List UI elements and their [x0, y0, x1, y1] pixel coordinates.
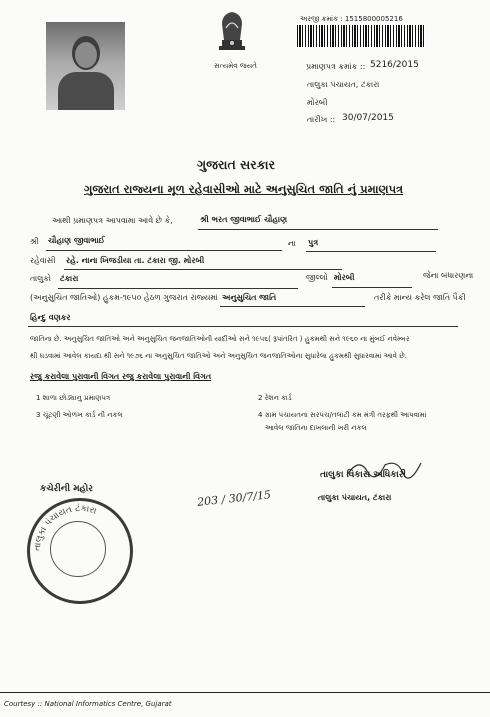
intro-text: આથી પ્રમાણપત્ર આપવામા આવે છે કે,: [52, 216, 173, 225]
shri-label: શ્રી: [30, 237, 39, 246]
holder-name: શ્રી ભરત જીવાભાઈ ચૌહાણ: [200, 215, 288, 224]
proof-item-1: 1 શાળા છોડ્યાનુ પ્રમાણપત્ર: [36, 394, 111, 402]
resident-label: રહેવાસી: [30, 256, 56, 265]
proof-item-3: 3 ચૂંટણી ઓળખ કાર્ડ ની નકલ: [36, 411, 123, 419]
stamp-ring-text: [27, 498, 133, 604]
issue-date: 30/07/2015: [342, 113, 394, 123]
recognized-text: તરીકે માન્ય કરેલ જાતિ પૈકી: [374, 293, 466, 302]
application-number: અરજી ક્રમાંક : 1515800005216: [300, 15, 403, 23]
certificate-no: 5216/2015: [370, 60, 419, 70]
proof-item-4: 4 ગ્રામ પંચાયતના સરપંચ/તલાટી કમ મંત્રી તરફથી આપવામાં: [258, 411, 427, 419]
office-line2: મોરબી: [307, 98, 328, 107]
government-title: ગુજરાત સરકાર: [197, 157, 276, 172]
barcode: [297, 25, 425, 47]
applicant-photo: [46, 22, 125, 110]
office-seal-label: કચેરીની મહોર: [40, 484, 93, 494]
caste-value: હિન્દુ વણકર: [30, 313, 71, 322]
constitution-text: જેના બંધારણના: [423, 271, 474, 280]
officer-office: તાલુકા પંચાયત, ટંકારા: [318, 493, 392, 502]
district-value: મોરબી: [334, 273, 355, 282]
footer-courtesy: Courtesy :: National Informatics Centre, Gujarat: [4, 700, 172, 708]
order-text: (અનુસુચિત જાતિઓ) હુકમ-૧૯૫૦ હેઠળ ગુજરાત રાજ્યમાં: [30, 293, 219, 302]
document-title: ગુજરાત રાજ્યના મૂળ રહેવાસીઓ માટે અનુસુચિત જાતિ નું પ્રમાણપત્ર: [84, 182, 404, 196]
date-label: તારીખ ::: [307, 115, 336, 124]
caste-category: અનુસુચિત જાતિ: [222, 293, 277, 302]
proofs-heading: રજુ કરાવેલા પુરાવાની વિગત રજુ કરાવેલા પુરાવાની વિગત: [30, 372, 212, 381]
resident-address: રહે. નાના ખિજડીયા તા. ટંકારા જી. મોરબી: [66, 256, 205, 265]
relation: પુત્ર: [308, 238, 319, 247]
footer-rule: [0, 692, 490, 693]
na-label: ના: [288, 239, 296, 248]
proof-item-2: 2 રેશન કાર્ડ: [258, 394, 292, 402]
officer-title: તાલુકા વિકાસ અધિકારી: [320, 470, 407, 480]
svg-text:તાલુકા પંચાયત ટંકારા: તાલુકા પંચાયત ટંકારા: [32, 503, 98, 552]
proof-item-4-cont: આવેલ જાતિના દાખલાની ખરી નકલ: [265, 424, 367, 432]
signature-scribble: [345, 455, 425, 481]
paragraph-line1: જાતિના છે. અનુસુચિત જાતિઓ અને અનુસુચિત જનજાતિઓની યાદીઓ સને ૧૯૫૬( રૂપાંતરિત ) હુકમથી સને ૧૯૬૦ ના મુંબઈ નવેમ્બર: [30, 335, 410, 343]
emblem-caption: સત્યમેવ જયતે: [214, 62, 257, 70]
taluka-label: તાલુકો: [30, 274, 51, 283]
father-name: ચૌહાણ જીવાભાઈ: [48, 236, 105, 245]
office-line1: તાલુકા પંચાયત, ટંકારા: [307, 80, 380, 89]
state-emblem-icon: [208, 6, 256, 64]
handwritten-date: 203 / 30/7/15: [196, 488, 272, 509]
paragraph-line2: થી ઘડવામાં આવેલ કાયદા થી સને ૧૯૭૬ ના અનુસુચિત જાતિઓ અને અનુસુચિત જનજાતિઓના સુધારેલા હુકમથી સુધારવામાં આવે છે.: [30, 352, 407, 360]
district-label: જીલ્લો: [306, 273, 328, 282]
certificate-no-label: પ્રમાણપત્ર ક્રમાંક ::: [306, 62, 366, 71]
taluka-value: ટંકારા: [60, 274, 79, 283]
